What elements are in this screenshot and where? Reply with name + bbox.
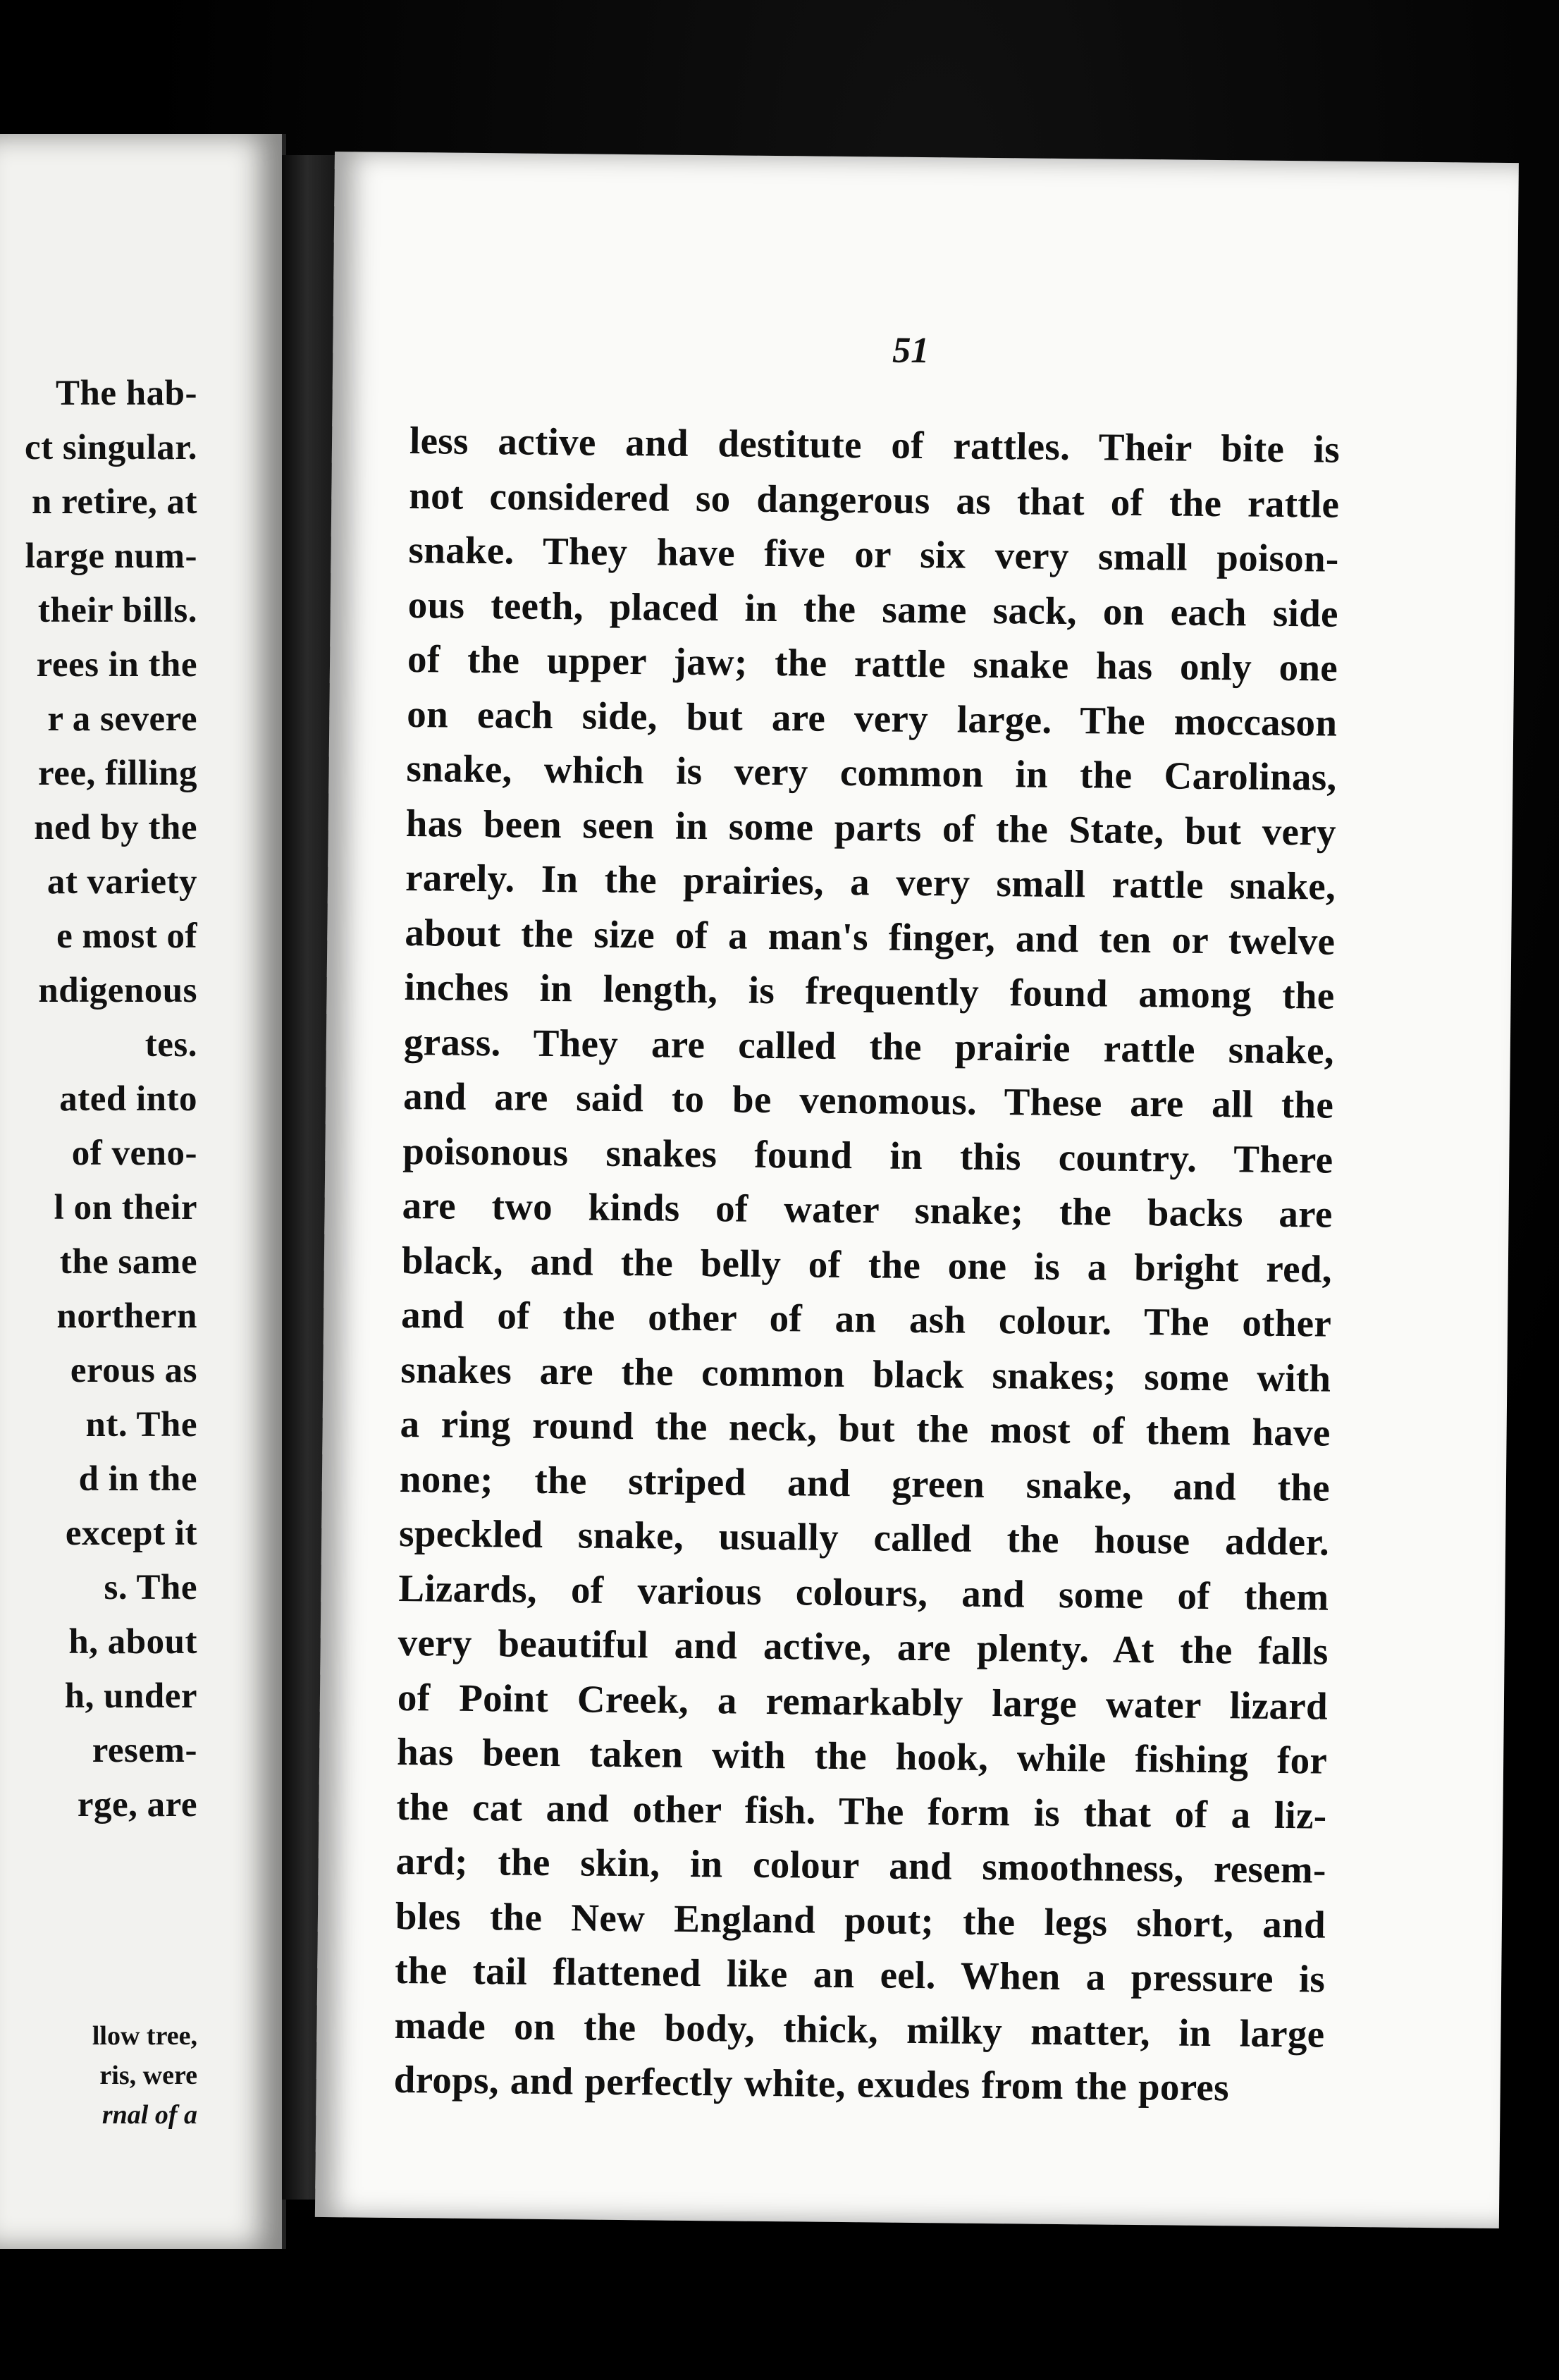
text-line: the cat and other fish. The form is that of a liz-: [396, 1784, 1327, 1837]
left-page-line: of veno-: [71, 1134, 197, 1173]
text-line: ous teeth, placed in the same sack, on each side: [407, 582, 1339, 635]
text-line: are two kinds of water snake; the backs are: [402, 1183, 1333, 1236]
text-line: less active and destitute of rattles. Their bite is: [409, 419, 1341, 471]
left-page-line: rge, are: [77, 1785, 197, 1824]
text-line: has been taken with the hook, while fishing for: [396, 1729, 1328, 1782]
right-page: [315, 152, 1519, 2228]
left-page-line: ned by the: [34, 808, 197, 847]
left-page-line: ndigenous: [38, 971, 197, 1010]
left-footnote-line: rnal of a: [101, 2100, 197, 2130]
left-page-line: ated into: [59, 1079, 197, 1119]
text-line: on each side, but are very large. The moccason: [407, 692, 1338, 744]
page-body-text: [393, 413, 1340, 2116]
text-line: inches in length, is frequently found among the: [404, 965, 1335, 1017]
text-line: has been seen in some parts of the State, but very: [405, 801, 1337, 854]
text-line: very beautiful and active, are plenty. At the falls: [398, 1620, 1329, 1673]
page-number: 51: [892, 330, 930, 372]
left-page-line: nt. The: [85, 1405, 197, 1444]
left-page-line: rees in the: [36, 645, 197, 685]
left-page-text: [0, 367, 197, 1832]
text-line: made on the body, thick, milky matter, in large: [394, 2003, 1325, 2056]
left-page-line: s. The: [104, 1568, 197, 1607]
text-line: drops, and perfectly white, exudes from the pores: [393, 2057, 1230, 2109]
text-line: speckled snake, usually called the house adder.: [398, 1511, 1330, 1564]
text-line: ard; the skin, in colour and smoothness, resem-: [395, 1839, 1326, 1891]
text-line: Lizards, of various colours, and some of them: [398, 1566, 1329, 1619]
left-page-line: their bills.: [37, 591, 197, 630]
left-page-line: n retire, at: [32, 482, 197, 522]
left-page-line: ree, filling: [37, 754, 197, 793]
text-line: none; the striped and green snake, and the: [399, 1456, 1331, 1509]
left-page-line: h, under: [64, 1676, 197, 1716]
left-page-line: northern: [56, 1296, 197, 1336]
left-page-fragment: [0, 134, 286, 2249]
left-page-line: tes.: [144, 1025, 197, 1065]
left-page-line: at variety: [47, 862, 197, 902]
left-footnote-line: ris, were: [99, 2061, 197, 2090]
left-page-line: the same: [59, 1242, 197, 1282]
text-line: grass. They are called the prairie rattle snake,: [403, 1019, 1335, 1072]
text-line: bles the New England pout; the legs short, and: [395, 1894, 1326, 1946]
left-page-line: The hab-: [56, 374, 197, 413]
text-line: not considered so dangerous as that of the rattle: [409, 473, 1340, 526]
left-page-line: d in the: [78, 1459, 197, 1499]
left-page-line: r a severe: [47, 699, 197, 739]
left-page-line: h, about: [68, 1622, 197, 1662]
left-page-line: l on their: [54, 1188, 197, 1227]
text-line: snake, which is very common in the Carolinas,: [406, 747, 1337, 799]
left-footnote-line: llow tree,: [92, 2021, 197, 2051]
text-line: and are said to be venomous. These are all the: [402, 1074, 1334, 1127]
text-line: a ring round the neck, but the most of them have: [400, 1401, 1331, 1454]
left-page-line: large num-: [25, 536, 197, 576]
left-page-line: except it: [65, 1514, 197, 1553]
text-line: black, and the belly of the one is a bright red,: [401, 1238, 1333, 1291]
left-page-line: e most of: [56, 916, 197, 956]
text-line: snakes are the common black snakes; some with: [400, 1347, 1331, 1400]
left-page-line: ct singular.: [25, 428, 197, 467]
text-line: and of the other of an ash colour. The other: [400, 1292, 1332, 1345]
text-line: of Point Creek, a remarkably large water lizard: [397, 1675, 1329, 1728]
text-line: about the size of a man's finger, and ten or twelve: [405, 910, 1336, 963]
text-line: rarely. In the prairies, a very small rattle snake,: [405, 856, 1336, 908]
left-page-footnote: [92, 2016, 197, 2135]
left-page-line: resem-: [92, 1731, 197, 1770]
text-line: snake. They have five or six very small poison-: [408, 528, 1339, 580]
text-line: the tail flattened like an eel. When a pressure is: [394, 1948, 1326, 2001]
left-page-line: erous as: [70, 1351, 197, 1390]
text-line: poisonous snakes found in this country. There: [402, 1129, 1333, 1182]
text-line: of the upper jaw; the rattle snake has only one: [407, 637, 1338, 689]
